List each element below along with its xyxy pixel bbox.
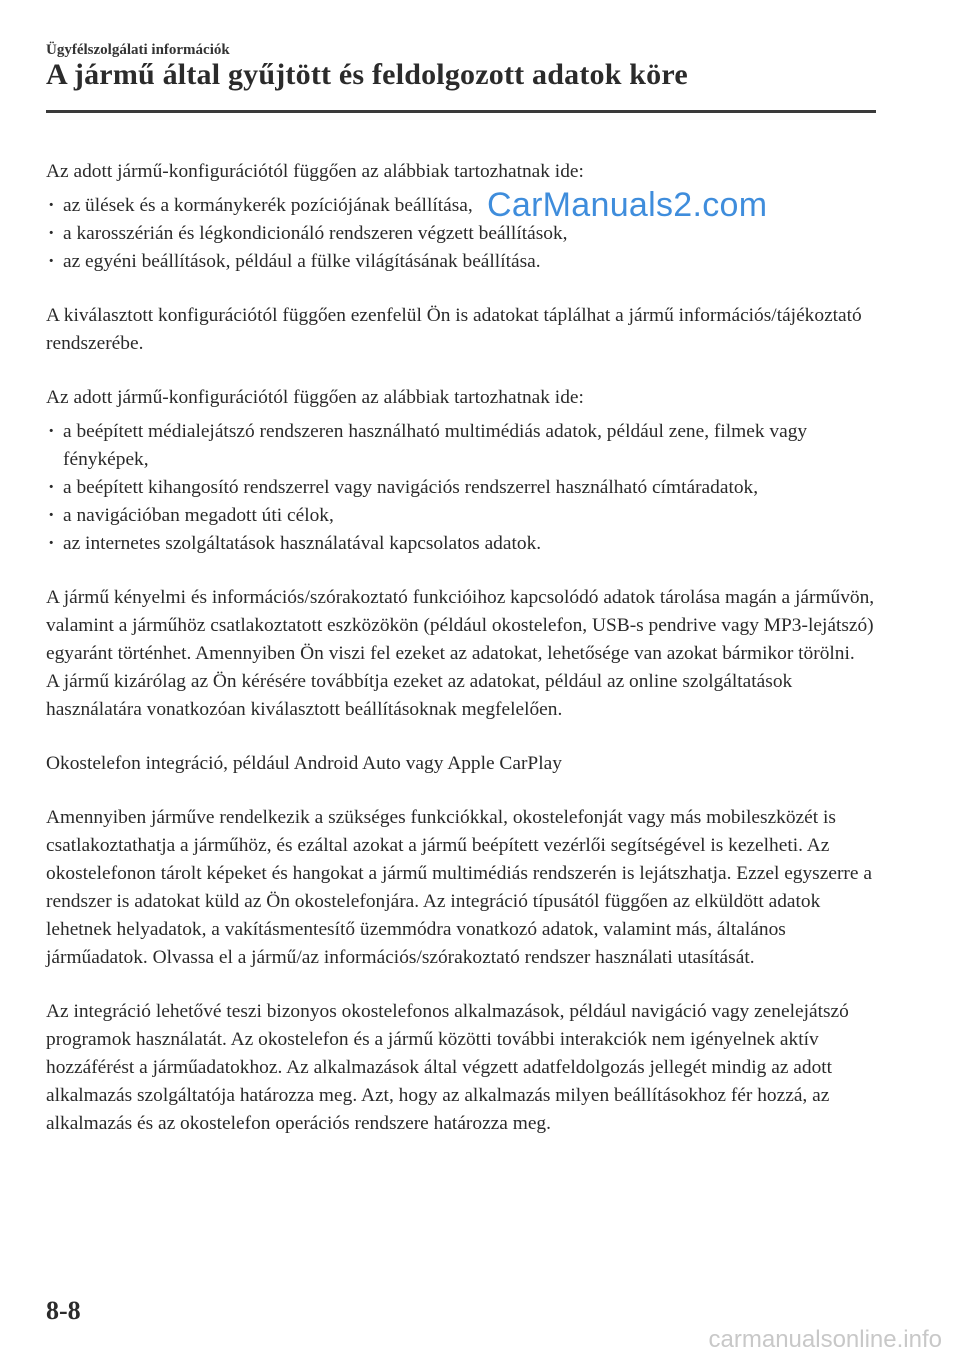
section-label: Ügyfélszolgálati információk xyxy=(46,42,230,58)
list-item: · az internetes szolgáltatások használatával kapcsolatos adatok. xyxy=(46,530,881,558)
paragraph: A jármű kizárólag az Ön kérésére továbbítja ezeket az adatokat, például az online szolgáltatások használatára vonatkozóan kiválasztott beállításoknak megfelelően. xyxy=(46,671,793,720)
watermark-logo: CarManuals2.com xyxy=(487,186,768,224)
intro-paragraph: Az adott jármű-konfigurációtól függően az alábbiak tartozhatnak ide: xyxy=(46,161,584,182)
list-item: · a beépített médialejátszó rendszeren használható multimédiás adatok, például zene, filmek vagy fényképek, xyxy=(46,418,881,474)
list-item: · a navigációban megadott úti célok, xyxy=(46,502,881,530)
list-item: · a beépített kihangosító rendszerrel vagy navigációs rendszerrel használható címtáradatok, xyxy=(46,474,881,502)
page-title: A jármű által gyűjtött és feldolgozott adatok köre xyxy=(46,58,688,91)
body-text xyxy=(46,158,881,1138)
paragraph: Amennyiben járműve rendelkezik a szükséges funkciókkal, okostelefonját vagy más mobileszközét is csatlakoztathatja a járműhöz, és ezáltal azokat a jármű beépített vezérlői segítségével is kezelheti. Az okostelefonon tárolt képeket és hangokat a jármű multimédiás rendszerén is lejátszhatja. Ezzel egyszerre a rendszer is adatokat küld az Ön okostelefonjára. Az integráció típusától függően az elküldött adatok lehetnek helyadatok, a vakításmentesítő üzemmódra vonatkozó adatok, valamint más, általános járműadatok. Olvassa el a jármű/az információs/szórakoztató rendszer használati utasítását. xyxy=(46,807,872,968)
list-item: · a karosszérián és légkondicionáló rendszeren végzett beállítások, xyxy=(46,220,881,248)
intro-paragraph: Az adott jármű-konfigurációtól függően az alábbiak tartozhatnak ide: xyxy=(46,387,584,408)
title-divider xyxy=(46,110,876,113)
paragraph: A kiválasztott konfigurációtól függően ezenfelül Ön is adatokat táplálhat a jármű információs/tájékoztató rendszerébe. xyxy=(46,305,862,354)
page-number: 8-8 xyxy=(46,1296,81,1325)
footer-watermark: carmanualsonline.info xyxy=(708,1326,942,1353)
paragraph: A jármű kényelmi és információs/szórakoztató funkcióihoz kapcsolódó adatok tárolása magán a járművön, valamint a járműhöz csatlakoztatott eszközökön (például okostelefon, USB-s pendrive vagy MP3-lejátszó) egyaránt történhet. Amennyiben Ön viszi fel ezeket az adatokat, lehetősége van azokat bármikor törölni. xyxy=(46,587,875,664)
subheading: Okostelefon integráció, például Android Auto vagy Apple CarPlay xyxy=(46,753,562,774)
paragraph: Az integráció lehetővé teszi bizonyos okostelefonos alkalmazások, például navigáció vagy zenelejátszó programok használatát. Az okostelefon és a jármű közötti további interakciók nem igényelnek aktív hozzáférést a járműadatokhoz. Az alkalmazások által végzett adatfeldolgozás jellegét mindig az adott alkalmazás szolgáltatója határozza meg. Azt, hogy az alkalmazás milyen beállításokhoz fér hozzá, az alkalmazás és az okostelefon operációs rendszere határozza meg. xyxy=(46,1001,849,1134)
list-item: · az ülések és a kormánykerék pozíciójának beállítása, xyxy=(46,192,881,220)
list-item: · az egyéni beállítások, például a fülke világításának beállítása. xyxy=(46,248,881,276)
bullet-list-data xyxy=(46,418,881,558)
